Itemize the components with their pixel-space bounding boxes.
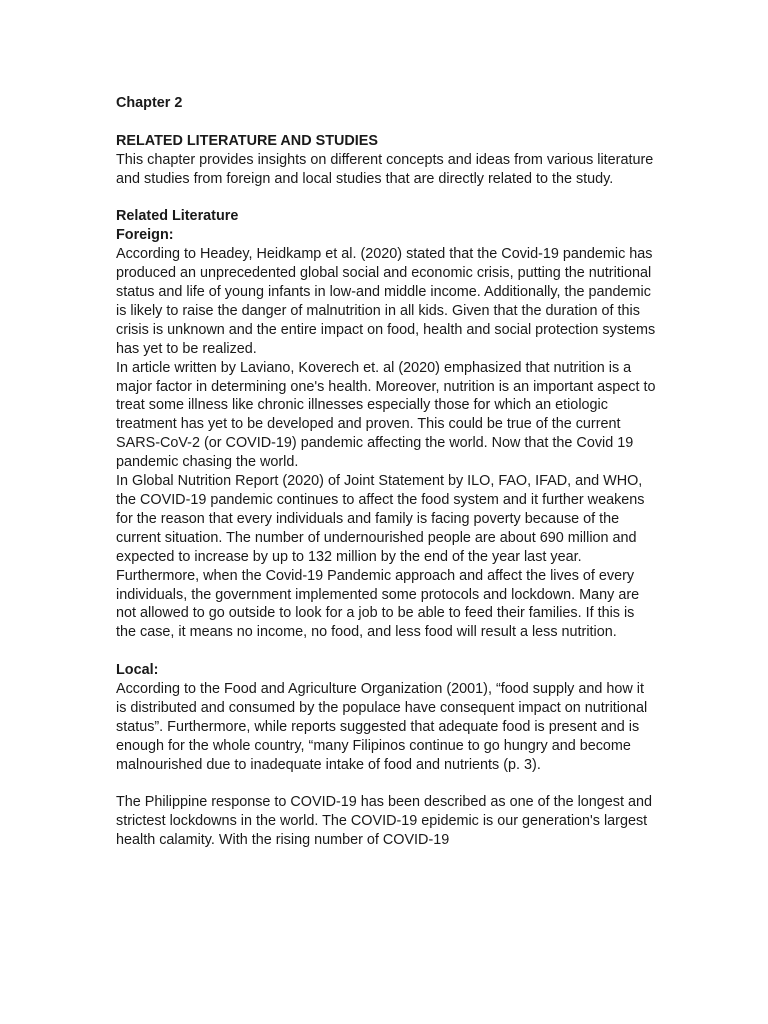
document-page	[116, 94, 656, 850]
local-paragraph: The Philippine response to COVID-19 has been described as one of the longest and strictest lockdowns in the world. The COVID-19 epidemic is our generation's largest health calamity. With the rising number of COVID-19	[116, 794, 652, 849]
spacer	[116, 189, 656, 208]
foreign-paragraph: Furthermore, when the Covid-19 Pandemic approach and affect the lives of every individuals, the government implemented some protocols and lockdown. Many are not allowed to go outside to look for a job to be able to feed their families. If this is the case, it means no income, no food, and less food will result a less nutrition.	[116, 567, 640, 641]
intro-paragraph: This chapter provides insights on different concepts and ideas from various literature and studies from foreign and local studies that are directly related to the study.	[116, 151, 654, 187]
section-title: RELATED LITERATURE AND STUDIES	[116, 132, 378, 149]
spacer	[116, 642, 656, 661]
local-heading: Local:	[116, 662, 159, 679]
related-literature-heading: Related Literature	[116, 208, 239, 225]
local-paragraph: According to the Food and Agriculture Organization (2001), “food supply and how it is distributed and consumed by the populace have consequent impact on nutritional status”. Furthermore, while reports suggested that adequate food is present and is enough for the whole country, “many Filipinos continue to go hungry and become malnourished due to inadequate intake of food and nutrients (p. 3).	[116, 681, 648, 773]
foreign-heading: Foreign:	[116, 227, 174, 244]
foreign-paragraph: In Global Nutrition Report (2020) of Joint Statement by ILO, FAO, IFAD, and WHO, the COVID-19 pandemic continues to affect the food system and it further weakens for the reason that every individuals and family is facing poverty because of the current situation. The number of undernourished people are about 690 million and expected to increase by up to 132 million by the end of the year last year.	[116, 473, 645, 565]
spacer	[116, 113, 656, 132]
spacer	[116, 775, 656, 794]
chapter-label: Chapter 2	[116, 95, 183, 111]
foreign-paragraph: According to Headey, Heidkamp et al. (2020) stated that the Covid-19 pandemic has produced an unprecedented global social and economic crisis, putting the nutritional status and life of young infants in low-and middle income. Additionally, the pandemic is likely to raise the danger of malnutrition in all kids. Given that the duration of this crisis is unknown and the entire impact on food, health and social protection systems has yet to be realized.	[116, 246, 656, 357]
foreign-paragraph: In article written by Laviano, Koverech et. al (2020) emphasized that nutrition is a major factor in determining one's health. Moreover, nutrition is an important aspect to treat some illness like chronic illnesses especially those for which an etiologic treatment has yet to be developed and proven. This could be true of the current SARS-CoV-2 (or COVID-19) pandemic affecting the world. Now that the Covid 19 pandemic chasing the world.	[116, 359, 656, 471]
